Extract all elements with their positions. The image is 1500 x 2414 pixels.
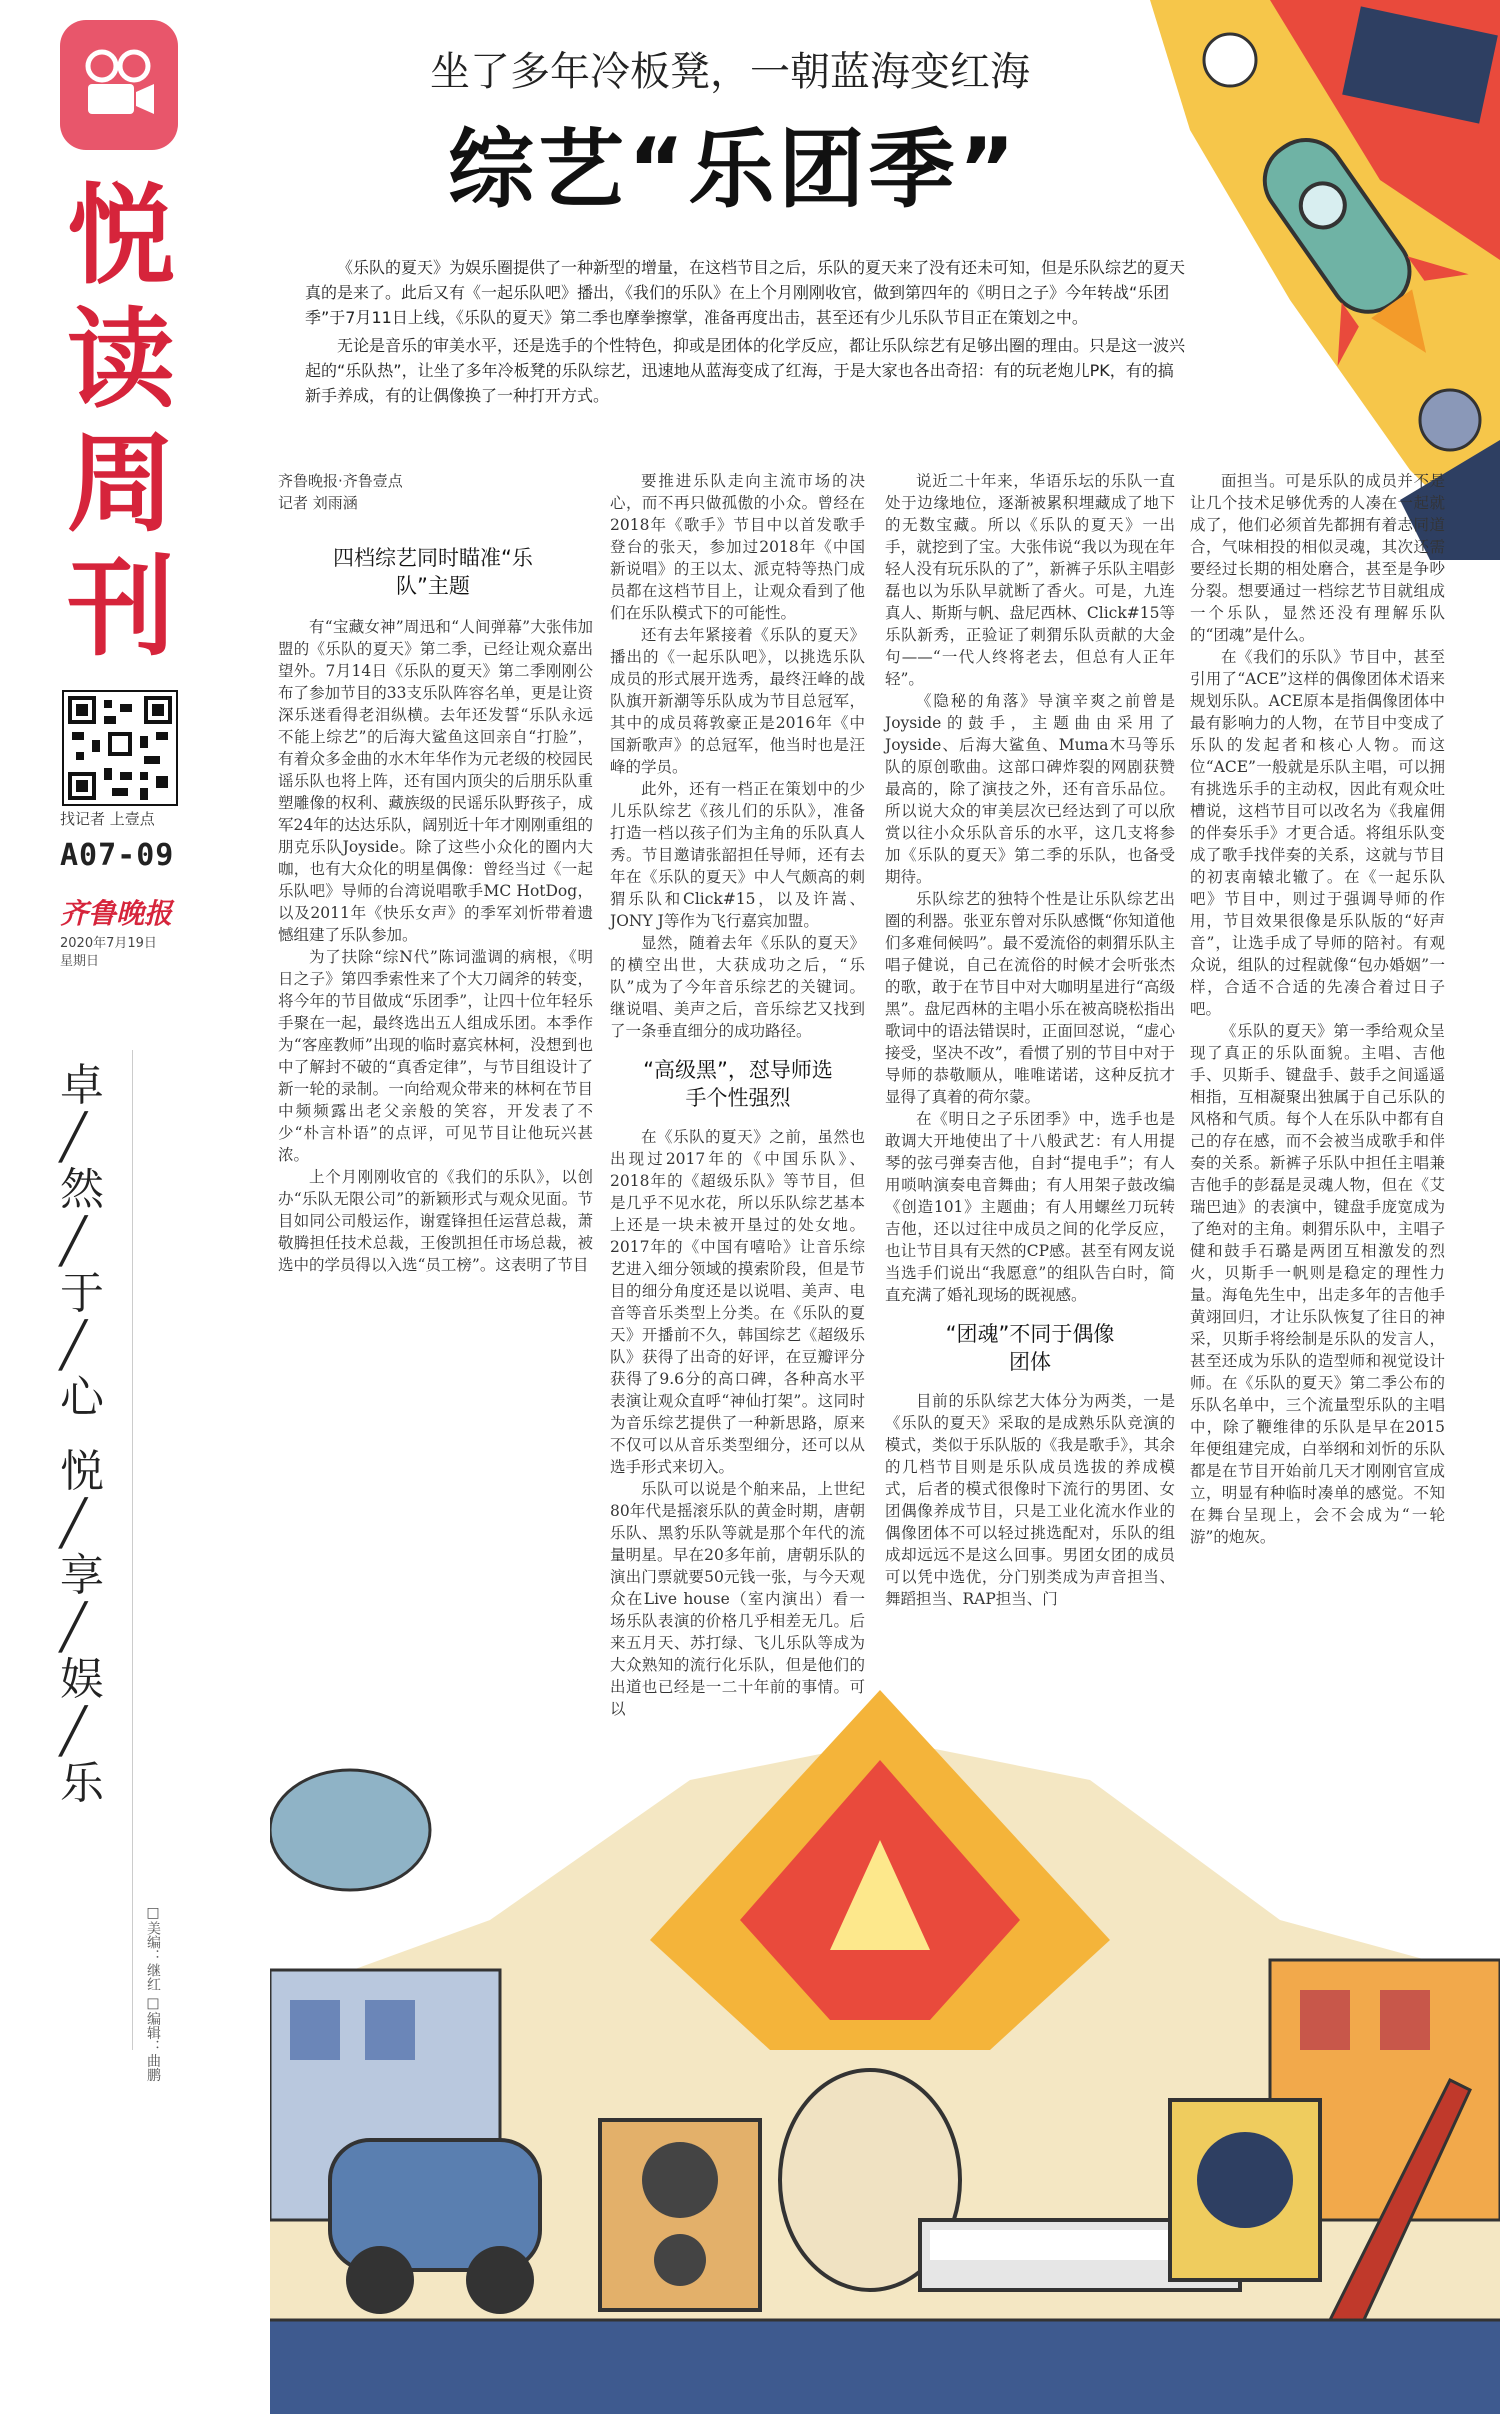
- section-heading: 四档综艺同时瞄准“乐队”主题: [333, 546, 533, 598]
- headline-kicker: 坐了多年冷板凳，一朝蓝海变红海: [430, 49, 1030, 95]
- lead-paragraph: 《乐队的夏天》为娱乐圈提供了一种新型的增量，在这档节目之后，乐队的夏天来了没有还未可知，但是乐队综艺的夏天真的是来了。此后又有《一起乐队吧》播出，《我们的乐队》在上个月刚刚收官，做到第四年的《明日之子》今年转战“乐团季”于7月11日上线，《乐队的夏天》第二季也摩拳擦掌，准备再度出击，甚至还有少儿乐队节目正在策划之中。: [305, 258, 1186, 327]
- body-paragraph: 在《我们的乐队》节目中，甚至引用了“ACE”这样的偶像团体术语来规划乐队。ACE原本是指偶像团体中最有影响力的人物，在节目中变成了乐队的发起者和核心人物。而这位“ACE”一般就是乐队主唱，可以拥有挑选乐手的主动权，因此有观众吐槽说，这档节目可以改名为《我雇佣的伴奏乐手》才更合适。将组乐队变成了歌手找伴奏的关系，这就与节目的初衷南辕北辙了。在《一起乐队吧》节目中，则过于强调导师的作用，节目效果很像是乐队版的“好声音”，让选手成了导师的陪衬。有观众说，组队的过程就像“包办婚姻”一样，合适不合适的先凑合着过日子吧。: [1190, 648, 1445, 1018]
- byline-source: 齐鲁晚报·齐鲁壹点: [278, 472, 403, 490]
- film-camera-icon: [78, 44, 160, 126]
- column-2: [610, 470, 865, 1720]
- slogan-gap: [60, 1424, 130, 1446]
- column-1: [278, 470, 593, 1276]
- body-paragraph: 上个月刚刚收官的《我们的乐队》，以创办“乐队无限公司”的新颖形式与观众见面。节目如同公司般运作，谢霆锋担任运营总裁，萧敬腾担任技术总裁，王俊凯担任市场总裁，被选中的学员得以入选“员工榜”。这表明了节目: [278, 1168, 593, 1274]
- date-text: 2020年7月19日: [60, 936, 157, 951]
- slogan-char: 享: [60, 1550, 104, 1601]
- body-paragraph: 乐队可以说是个舶来品，上世纪80年代是摇滚乐队的黄金时期，唐朝乐队、黑豹乐队等就是那个年代的流量明星。早在20多年前，唐朝乐队的演出门票就要50元钱一张，与今天观众在Live house（室内演出）看一场乐队表演的价格几乎相差无几。后来五月天、苏打绿、飞儿乐队等成为大众熟知的流行化乐队，但是他们的出道也已经是一二十年前的事情。可以: [610, 1480, 865, 1718]
- body-paragraph: 显然，随着去年《乐队的夏天》的横空出世，大获成功之后，“乐队”成为了今年音乐综艺的关键词。继说唱、美声之后，音乐综艺又找到了一条垂直细分的成功路径。: [610, 934, 865, 1040]
- body-paragraph: 要推进乐队走向主流市场的决心，而不再只做孤傲的小众。曾经在2018年《歌手》节目中以首发歌手登台的张天，参加过2018年《中国新说唱》的王以太、派克特等热门成员都在这档节目上，让观众看到了他们在乐队模式下的可能性。: [610, 472, 865, 622]
- column-3: [885, 470, 1175, 1610]
- slogan-char: ╱: [60, 1320, 87, 1371]
- body-paragraph: 还有去年紧接着《乐队的夏天》播出的《一起乐队吧》，以挑选乐队成员的形式展开选秀，最终汪峰的战队旗开新潮等乐队成为节目总冠军，其中的成员蒋敦豪正是2016年《中国新歌声》的总冠军，他当时也是汪峰的学员。: [610, 626, 865, 776]
- body-paragraph: 《隐秘的角落》导演辛爽之前曾是Joyside的鼓手，主题曲由采用了Joyside、后海大鲨鱼、Muma木马等乐队的原创歌曲。这部口碑炸裂的网剧获赞最高的，除了演技之外，还有音乐品位。所以说大众的审美层次已经达到了可以欣赏以往小众乐队音乐的水平，这几支将参加《乐队的夏天》第二季的乐队，也备受期待。: [885, 692, 1175, 886]
- newspaper-name: 齐鲁晚报: [60, 897, 173, 930]
- qr-code[interactable]: [62, 690, 178, 806]
- section-heading: “高级黑”，怼导师选手个性强烈: [643, 1058, 833, 1110]
- slogan-char: ╱: [60, 1602, 87, 1653]
- lead-paragraphs: [305, 255, 1185, 411]
- slogan-char: 然: [60, 1164, 104, 1215]
- masthead-char: 刊: [66, 546, 175, 671]
- slogan-char: ╱: [60, 1706, 87, 1757]
- slogan-char: 于: [60, 1268, 104, 1319]
- body-paragraph: 乐队综艺的独特个性是让乐队综艺出圈的利器。张亚东曾对乐队感慨“你知道他们多难伺候吗”。最不爱流俗的刺猬乐队主唱子健说，自己在流俗的时候才会听张杰的歌，敢于在节目中对大咖明星进行“高级黑”。盘尼西林的主唱小乐在被高晓松指出歌词中的语法错误时，正面回怼说，“虚心接受，坚决不改”，看惯了别的节目中对于导师的恭敬顺从，唯唯诺诺，这种反抗才显得了真着的荷尔蒙。: [885, 890, 1175, 1106]
- body-paragraph: 《乐队的夏天》第一季给观众呈现了真正的乐队面貌。主唱、吉他手、贝斯手、键盘手、鼓手之间遥遥相指，互相凝聚出独属于自己乐队的风格和气质。每个人在乐队中都有自己的存在感，而不会被当成歌手和伴奏的关系。新裤子乐队中担任主唱兼吉他手的彭磊是灵魂人物，但在《艾瑞巴迪》的表演中，键盘手庞宽成为了绝对的主角。刺猬乐队中，主唱子健和鼓手石璐是两团互相激发的烈火，贝斯手一帆则是稳定的理性力量。海龟先生中，出走多年的吉他手黄翊回归，才让乐队恢复了往日的神采，贝斯手将绘制是乐队的发言人，甚至还成为乐队的造型师和视觉设计师。在《乐队的夏天》第二季公布的乐队名单中，三个流量型乐队的主唱中，除了鞭维律的乐队是早在2015年便组建完成，白举纲和刘忻的乐队都是在节目开始前几天才刚刚官宣成立，明显有种临时凑单的感觉。不知在舞台呈现上，会不会成为“一轮游”的炮灰。: [1190, 1022, 1445, 1546]
- slogan-char: 乐: [60, 1758, 104, 1809]
- weekday-text: 星期日: [60, 954, 100, 969]
- slogan: [60, 1060, 130, 1810]
- lead-paragraph: 无论是音乐的审美水平，还是选手的个性特色，抑或是团体的化学反应，都让乐队综艺有足够出圈的理由。只是这一波兴起的“乐队热”，让坐了多年冷板凳的乐队综艺，迅速地从蓝海变成了红海，于是大家也各出奇招：有的玩老炮儿PK，有的搞新手养成，有的让偶像换了一种打开方式。: [305, 336, 1186, 405]
- body-paragraph: 为了扶除“综N代”陈词滥调的病根，《明日之子》第四季索性来了个大刀阔斧的转变，将今年的节目做成“乐团季”，让四十位年轻乐手聚在一起，最终选出五人组成乐团。本季作为“客座教师”出现的临时嘉宾林柯，没想到也中了解封不破的“真香定律”，与节目组设计了新一轮的录制。一向给观众带来的林柯在节目中频频露出老父亲般的笑容，开发表了不少“朴言朴语”的点评，可见节目让他玩兴甚浓。: [278, 948, 593, 1164]
- masthead-char: 读: [66, 298, 175, 423]
- slogan-char: 心: [60, 1372, 104, 1423]
- app-logo: [60, 20, 178, 150]
- slogan-char: 悦: [60, 1446, 104, 1497]
- slogan-char: ╱: [60, 1216, 87, 1267]
- column-4: [1190, 470, 1445, 1548]
- slogan-char: 卓: [60, 1060, 104, 1111]
- headline-title: 综艺“乐团季”: [448, 120, 1020, 220]
- body-paragraph: 有“宝藏女神”周迅和“人间弹幕”大张伟加盟的《乐队的夏天》第二季，已经让观众嘉出望外。7月14日《乐队的夏天》第二季刚刚公布了参加节目的33支乐队阵容名单，更是让资深乐迷看得老泪纵横。去年还发誓“乐队永远不能上综艺”的后海大鲨鱼这回亲自“打脸”，有着众多金曲的水木年华作为元老级的校园民谣乐队也将上阵，还有国内顶尖的后朋乐队重塑雕像的权利、藏族级的民谣乐队野孩子，成军24年的达达乐队，阔别近十年才刚刚重组的朋克乐队Joyside。除了这些小众化的圈内大咖，也有大众化的明星偶像：曾经当过《一起乐队吧》导师的台湾说唱歌手MC HotDog，以及2011年《快乐女声》的季军刘忻带着遗憾组建了乐队参加。: [278, 618, 593, 944]
- sidebar-divider: [132, 1050, 133, 2050]
- body-paragraph: 在《明日之子乐团季》中，选手也是敢调大开地使出了十八般武艺：有人用提琴的弦弓弹奏吉他，自封“提电手”；有人用唢呐演奏电音舞曲；有人用架子鼓改编《创造101》主题曲；有人用螺丝刀玩转吉他，还以过往中成员之间的化学反应，也让节目具有天然的CP感。甚至有网友说当选手们说出“我愿意”的组队告白时，简直充满了婚礼现场的既视感。: [885, 1110, 1175, 1304]
- byline-reporter: 记者 刘雨涵: [278, 494, 358, 512]
- masthead: [56, 175, 186, 671]
- slogan-char: ╱: [60, 1498, 87, 1549]
- body-paragraph: 说近二十年来，华语乐坛的乐队一直处于边缘地位，逐渐被累积埋藏成了地下的无数宝藏。所以《乐队的夏天》一出手，就挖到了宝。大张伟说“我以为现在年轻人没有玩乐队的了”，新裤子乐队主唱彭磊也以为乐队早就断了香火。可是，九连真人、斯斯与帆、盘尼西林、Click#15等乐队新秀，正验证了刺猬乐队贡献的大金句——“一代人终将老去，但总有人正年轻”。: [885, 472, 1175, 688]
- illustration-band-stage: [270, 1620, 1500, 2414]
- page-number: A07-09: [60, 838, 175, 873]
- body-paragraph: 目前的乐队综艺大体分为两类，一是《乐队的夏天》采取的是成熟乐队竞演的模式，类似于乐队版的《我是歌手》，其余的几档节目则是乐队成员选拔的养成模式，后者的模式很像时下流行的男团、女团偶像养成节目，只是工业化流水作业的偶像团体不可以轻过挑选配对，乐队的组成却远远不是这么回事。男团女团的成员可以凭中选优，分门别类成为声音担当、舞蹈担当、RAP担当、门: [885, 1392, 1175, 1608]
- section-heading: “团魂”不同于偶像团体: [945, 1322, 1115, 1374]
- slogan-char: 娱: [60, 1654, 104, 1705]
- qr-label: 找记者 上壹点: [60, 810, 155, 828]
- editor-credits: □美编：继红 □编辑：曲鹏: [145, 1905, 161, 2082]
- masthead-char: 周: [66, 422, 175, 547]
- slogan-char: ╱: [60, 1112, 87, 1163]
- body-paragraph: 此外，还有一档正在策划中的少儿乐队综艺《孩儿们的乐队》，准备打造一档以孩子们为主角的乐队真人秀。节目邀请张韶担任导师，还有去年在《乐队的夏天》中人气颇高的刺猬乐队和Click#15，以及许嵩、JONY J等作为飞行嘉宾加盟。: [610, 780, 865, 930]
- masthead-char: 悦: [66, 174, 175, 299]
- body-paragraph: 面担当。可是乐队的成员并不是让几个技术足够优秀的人凑在一起就成了，他们必须首先都拥有着志同道合，气味相投的相似灵魂，其次还需要经过长期的相处磨合，甚至是争吵分裂。想要通过一档综艺节目就组成一个乐队，显然还没有理解乐队的“团魂”是什么。: [1190, 472, 1445, 644]
- byline: [278, 470, 593, 514]
- issue-date: [60, 935, 157, 971]
- body-paragraph: 在《乐队的夏天》之前，虽然也出现过2017年的《中国乐队》、2018年的《超级乐队》等节目，但是几乎不见水花，所以乐队综艺基本上还是一块未被开垦过的处女地。2017年的《中国有嘻哈》让音乐综艺进入细分领域的摸索阶段，但是节目的细分角度还是以说唱、美声、电音等音乐类型上分类。在《乐队的夏天》开播前不久，韩国综艺《超级乐队》获得了出奇的好评，在豆瓣评分获得了9.6分的高口碑，各种高水平表演让观众直呼“神仙打架”。这同时为音乐综艺提供了一种新思路，原来不仅可以从音乐类型细分，还可以从选手形式来切入。: [610, 1128, 865, 1476]
